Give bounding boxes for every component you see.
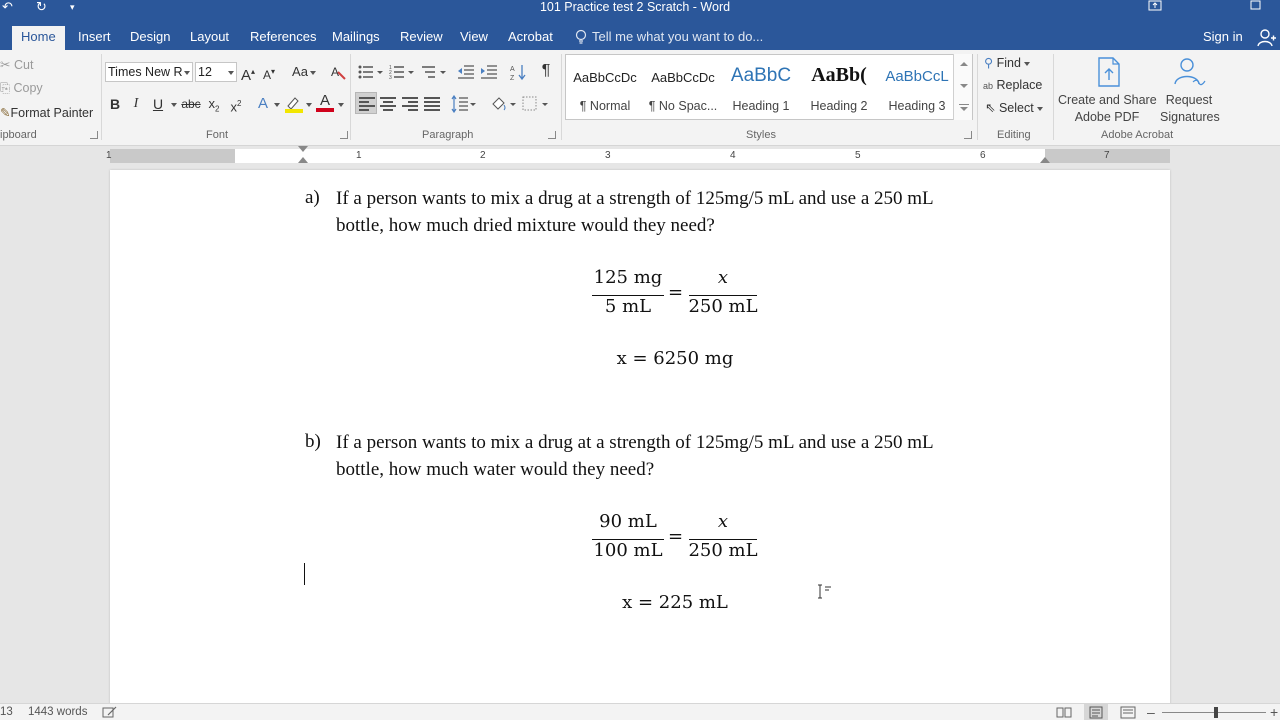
multilevel-list-icon[interactable] [421, 64, 447, 80]
grow-font-button[interactable]: A▴ [241, 67, 256, 84]
tab-view[interactable]: View [460, 29, 488, 44]
bold-button[interactable]: B [109, 96, 121, 112]
page-indicator[interactable]: 13 [0, 706, 13, 718]
svg-text:Z: Z [510, 75, 515, 81]
frac-a-denominator: 5 mL [604, 296, 652, 317]
replace-button[interactable]: ab Replace [983, 78, 1043, 92]
more-styles-icon[interactable] [959, 104, 969, 105]
tab-home[interactable]: Home [12, 26, 65, 50]
chevron-down-icon [184, 71, 190, 75]
create-share-pdf-button[interactable]: Create and Share Adobe PDF [1058, 93, 1157, 124]
read-mode-icon[interactable] [1056, 706, 1072, 719]
tab-mailings[interactable]: Mailings [332, 29, 380, 44]
find-button[interactable]: ⚲ Find [984, 55, 1030, 70]
status-bar [0, 703, 1280, 720]
line-spacing-icon[interactable] [451, 95, 477, 113]
svg-text:A: A [510, 66, 515, 73]
clipboard-launcher-icon[interactable] [90, 131, 98, 139]
chevron-down-icon [228, 71, 234, 75]
customize-qat-icon[interactable]: ▾ [70, 2, 75, 12]
web-layout-icon[interactable] [1120, 706, 1136, 719]
replace-icon: ab [983, 81, 994, 91]
lightbulb-icon [574, 29, 588, 45]
ribbon-home [0, 50, 1280, 146]
text-effects-icon[interactable]: A [257, 95, 268, 112]
italic-button[interactable]: I [133, 96, 139, 111]
change-case-button[interactable]: Aa [290, 62, 318, 82]
chevron-down-icon[interactable] [171, 103, 177, 107]
svg-text:A: A [331, 65, 340, 79]
shrink-font-button[interactable]: A▾ [262, 67, 276, 82]
ribbon-tabs [0, 24, 1280, 50]
font-launcher-icon[interactable] [340, 131, 348, 139]
paintbrush-icon: ✎ [0, 106, 11, 120]
frac-b-denominator: 100 mL [593, 540, 663, 561]
borders-icon[interactable] [522, 95, 550, 113]
svg-text:3: 3 [389, 75, 392, 80]
chevron-down-icon[interactable] [274, 103, 280, 107]
paragraph-group-label: Paragraph [422, 129, 474, 141]
print-layout-icon [1088, 706, 1104, 719]
chevron-down-icon [310, 71, 316, 75]
style-no-spacing[interactable]: AaBbCcDc ¶ No Spac... [648, 70, 718, 113]
subscript-button[interactable]: $x_2$ [208, 96, 220, 114]
font-group-label: Font [206, 129, 229, 141]
create-pdf-icon [1094, 56, 1124, 88]
align-left-button[interactable] [355, 92, 377, 114]
frac-a2-numerator: x [717, 267, 729, 288]
scroll-up-icon[interactable] [960, 62, 968, 66]
strikethrough-button[interactable]: abc [181, 97, 201, 111]
svg-text:1: 1 [389, 65, 392, 71]
styles-group-label: Styles [746, 129, 776, 141]
restore-icon[interactable] [1248, 0, 1264, 12]
print-layout-button[interactable] [1084, 704, 1108, 720]
tab-references[interactable]: References [250, 29, 317, 44]
format-painter-button[interactable]: ✎Format Painter [0, 106, 94, 120]
editing-group-label: Editing [997, 129, 1031, 141]
copy-button[interactable]: ⎘ Copy [0, 81, 43, 95]
scroll-down-icon[interactable] [960, 84, 968, 88]
right-indent-marker[interactable] [1040, 157, 1050, 163]
equals-sign: = [668, 282, 684, 303]
redo-icon[interactable]: ↻ [36, 0, 47, 14]
zoom-in-button[interactable]: + [1270, 704, 1279, 720]
style-heading-2[interactable]: AaBb( Heading 2 [810, 64, 868, 113]
horizontal-ruler[interactable]: 1 1 2 3 4 5 6 7 [0, 146, 1280, 166]
cursor-arrow-icon: ⇖ [985, 101, 996, 115]
align-left-icon [359, 97, 375, 111]
tab-insert[interactable]: Insert [78, 29, 111, 44]
increase-indent-icon[interactable] [480, 64, 498, 80]
chevron-down-icon [1024, 62, 1030, 66]
word-count[interactable]: 1443 words [28, 706, 88, 718]
underline-button[interactable]: U [152, 96, 164, 112]
font-color-icon[interactable]: A [316, 92, 334, 112]
scissors-icon: ✂ [0, 58, 11, 72]
tab-design[interactable]: Design [130, 29, 171, 44]
clipboard-group-label: ipboard [0, 129, 37, 141]
copy-icon: ⎘ [0, 81, 11, 95]
frac-a-numerator: 125 mg [593, 267, 663, 288]
style-heading-3[interactable]: AaBbCcL Heading 3 [885, 68, 949, 113]
styles-gallery [565, 54, 973, 120]
sort-icon[interactable] [510, 63, 526, 81]
acrobat-group-label: Adobe Acrobat [1101, 129, 1174, 141]
zoom-out-button[interactable]: – [1147, 704, 1155, 720]
document-page[interactable] [110, 170, 1170, 710]
highlight-icon[interactable] [284, 95, 304, 113]
text-cursor [304, 563, 305, 585]
shading-icon[interactable] [490, 95, 518, 113]
chevron-down-icon[interactable] [338, 103, 344, 107]
hanging-indent-marker[interactable] [298, 157, 308, 163]
request-signatures-icon [1171, 56, 1207, 88]
align-right-icon[interactable] [402, 97, 418, 111]
equals-sign: = [668, 526, 684, 547]
clear-formatting-icon[interactable] [330, 64, 346, 80]
frac-b2-numerator: x [717, 511, 729, 532]
style-heading-1[interactable]: AaBbC Heading 1 [730, 65, 792, 113]
numbering-icon[interactable] [389, 64, 415, 80]
tell-me-input[interactable]: Tell me what you want to do... [592, 29, 764, 44]
chevron-down-icon [1037, 107, 1043, 111]
superscript-button[interactable]: $x^2$ [230, 99, 242, 115]
first-line-indent-marker[interactable] [298, 146, 308, 152]
sign-in-link[interactable]: Sign in [1203, 29, 1243, 44]
question-a-label: a) [305, 187, 320, 208]
show-formatting-button[interactable]: ¶ [541, 62, 551, 79]
cut-button[interactable]: ✂ Cut [0, 58, 34, 72]
styles-scrollbar[interactable] [953, 54, 972, 120]
paragraph-launcher-icon[interactable] [548, 131, 556, 139]
align-center-icon[interactable] [380, 97, 396, 111]
svg-text:2: 2 [389, 70, 392, 76]
result-b: x = 225 mL [622, 592, 728, 613]
select-button[interactable]: ⇖ Select [985, 100, 1043, 115]
question-a-text[interactable]: If a person wants to mix a drug at a strength of 125mg/5 mL and use a 250 mL bottle, how much dried mixture would they need? [336, 188, 934, 236]
font-size-combo[interactable]: 12 [195, 62, 237, 82]
chevron-down-icon[interactable] [306, 103, 312, 107]
decrease-indent-icon[interactable] [457, 64, 475, 80]
result-a: x = 6250 mg [616, 348, 734, 369]
frac-b-numerator: 90 mL [599, 511, 657, 532]
title-bar [0, 0, 1280, 24]
window-title: 101 Practice test 2 Scratch - Word [539, 0, 731, 14]
zoom-slider-thumb[interactable] [1214, 707, 1218, 718]
tab-acrobat[interactable]: Acrobat [508, 29, 553, 44]
justify-icon[interactable] [424, 97, 440, 111]
proofing-icon[interactable] [102, 706, 118, 719]
bullets-icon[interactable] [358, 64, 384, 80]
share-icon[interactable] [1257, 28, 1277, 48]
styles-launcher-icon[interactable] [964, 131, 972, 139]
frac-a2-denominator: 250 mL [688, 296, 758, 317]
ibeam-cursor-icon [816, 584, 836, 600]
tab-review[interactable]: Review [400, 29, 443, 44]
question-b-label: b) [305, 431, 321, 452]
undo-icon[interactable]: ↶ [2, 0, 13, 14]
style-normal[interactable]: AaBbCcDc ¶ Normal [573, 70, 637, 113]
search-icon: ⚲ [984, 56, 994, 70]
question-b-text[interactable]: If a person wants to mix a drug at a strength of 125mg/5 mL and use a 250 mL bottle, how much water would they need? [336, 432, 934, 480]
font-name-combo[interactable]: Times New R [105, 62, 193, 82]
request-signatures-button[interactable]: Request Signatures [1160, 93, 1220, 124]
frac-b2-denominator: 250 mL [688, 540, 758, 561]
tab-layout[interactable]: Layout [190, 29, 230, 44]
ribbon-display-icon[interactable] [1148, 0, 1164, 12]
